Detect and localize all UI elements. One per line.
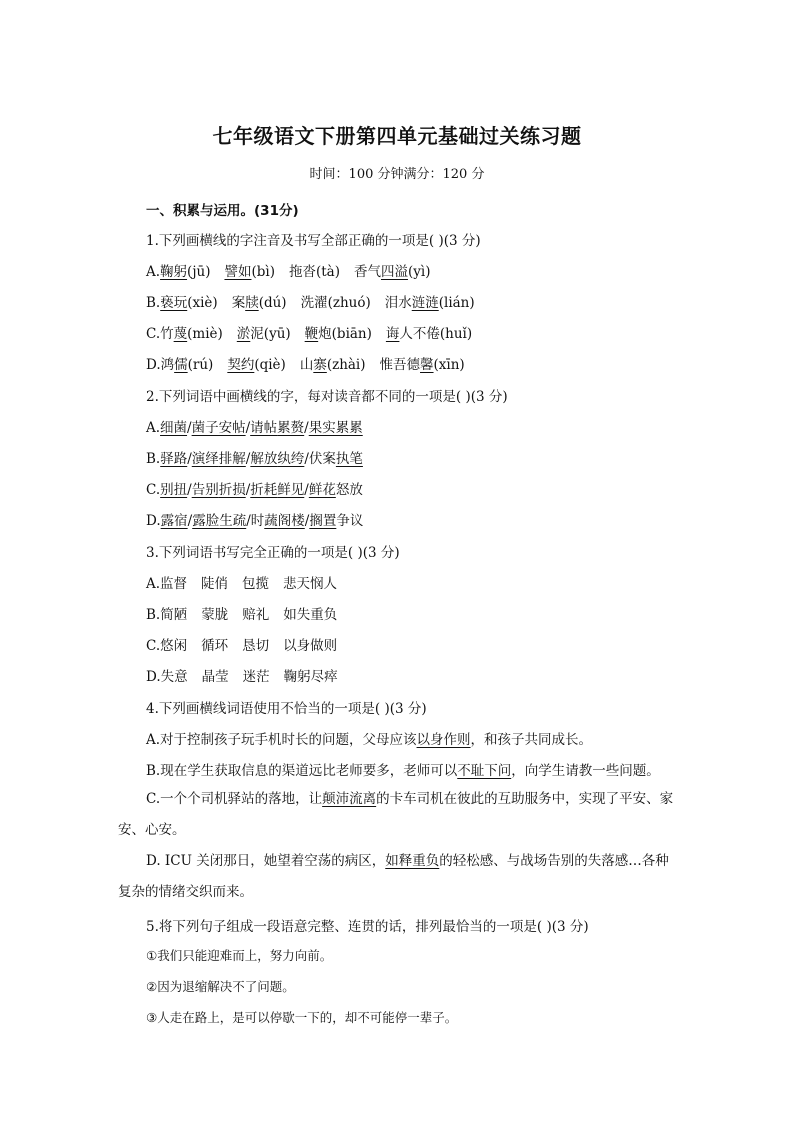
question-4-option-b: B.现在学生获取信息的渠道远比老师要多，老师可以不耻下问，向学生请教一些问题。: [146, 763, 660, 779]
section-heading: 一、积累与运用。(31分): [146, 203, 299, 219]
question-3-option-a: A.监督 陡俏 包揽 悲天悯人: [146, 576, 338, 592]
question-1-option-c: C.竹蔑(miè) 淤泥(yū) 鞭炮(biān) 诲人不倦(huǐ): [146, 326, 473, 342]
question-5-sentence-3: ③人走在路上，是可以停歇一下的，却不可能停一辈子。: [146, 1010, 458, 1025]
question-1-option-d: D.鸿儒(rú) 契约(qiè) 山寨(zhài) 惟吾德馨(xīn): [146, 357, 465, 373]
question-2-option-a: A.细菌/菌子安帖/请帖累赘/果实累累: [146, 420, 363, 436]
question-1-stem: 1.下列画横线的字注音及书写全部正确的一项是( )(3 分): [146, 233, 481, 249]
question-5-sentence-2: ②因为退缩解决不了问题。: [146, 979, 295, 994]
question-4-option-a: A.对于控制孩子玩手机时长的问题，父母应该以身作则，和孩子共同成长。: [146, 732, 593, 748]
question-2-option-d: D.露宿/露脸生疏/时蔬阁楼/搁置争议: [146, 513, 364, 529]
question-4-option-d: D. ICU 关闭那日，她望着空荡的病区，如释重负的轻松感、与战场告别的失落感…各种复杂的情绪交织而来。: [118, 853, 669, 900]
question-5-stem: 5.将下列句子组成一段语意完整、连贯的话，排列最恰当的一项是( )(3 分): [146, 919, 589, 935]
question-3-option-d: D.失意 晶莹 迷茫 鞠躬尽瘁: [146, 669, 338, 685]
question-4-option-c: C.一个个司机驿站的落地，让颠沛流离的卡车司机在彼此的互助服务中，实现了平安、家安、心安。: [118, 791, 674, 838]
page-title: 七年级语文下册第四单元基础过关练习题: [212, 124, 582, 148]
question-5-sentence-1: ①我们只能迎难而上，努力向前。: [146, 948, 333, 963]
exam-time-score: 时间：100 分钟满分：120 分: [309, 167, 485, 182]
question-4-stem: 4.下列画横线词语使用不恰当的一项是( )(3 分): [146, 701, 427, 717]
question-2-stem: 2.下列词语中画横线的字，每对读音都不同的一项是( )(3 分): [146, 389, 508, 405]
question-1-option-b: B.亵玩(xiè) 案牍(dú) 洗濯(zhuó) 泪水涟涟(lián): [146, 295, 475, 311]
question-3-stem: 3.下列词语书写完全正确的一项是( )(3 分): [146, 545, 400, 561]
question-2-option-b: B.驿路/演绎排解/解放纨绔/伏案执笔: [146, 451, 363, 467]
question-2-option-c: C.别扭/告别折损/折耗鲜见/鲜花怒放: [146, 482, 363, 498]
question-3-option-c: C.悠闲 循环 恳切 以身做则: [146, 638, 338, 654]
question-1-option-a: A.鞠躬(jū) 譬如(bì) 拖沓(tà) 香气四溢(yì): [146, 264, 431, 280]
question-3-option-b: B.简陋 蒙胧 赔礼 如失重负: [146, 607, 338, 623]
